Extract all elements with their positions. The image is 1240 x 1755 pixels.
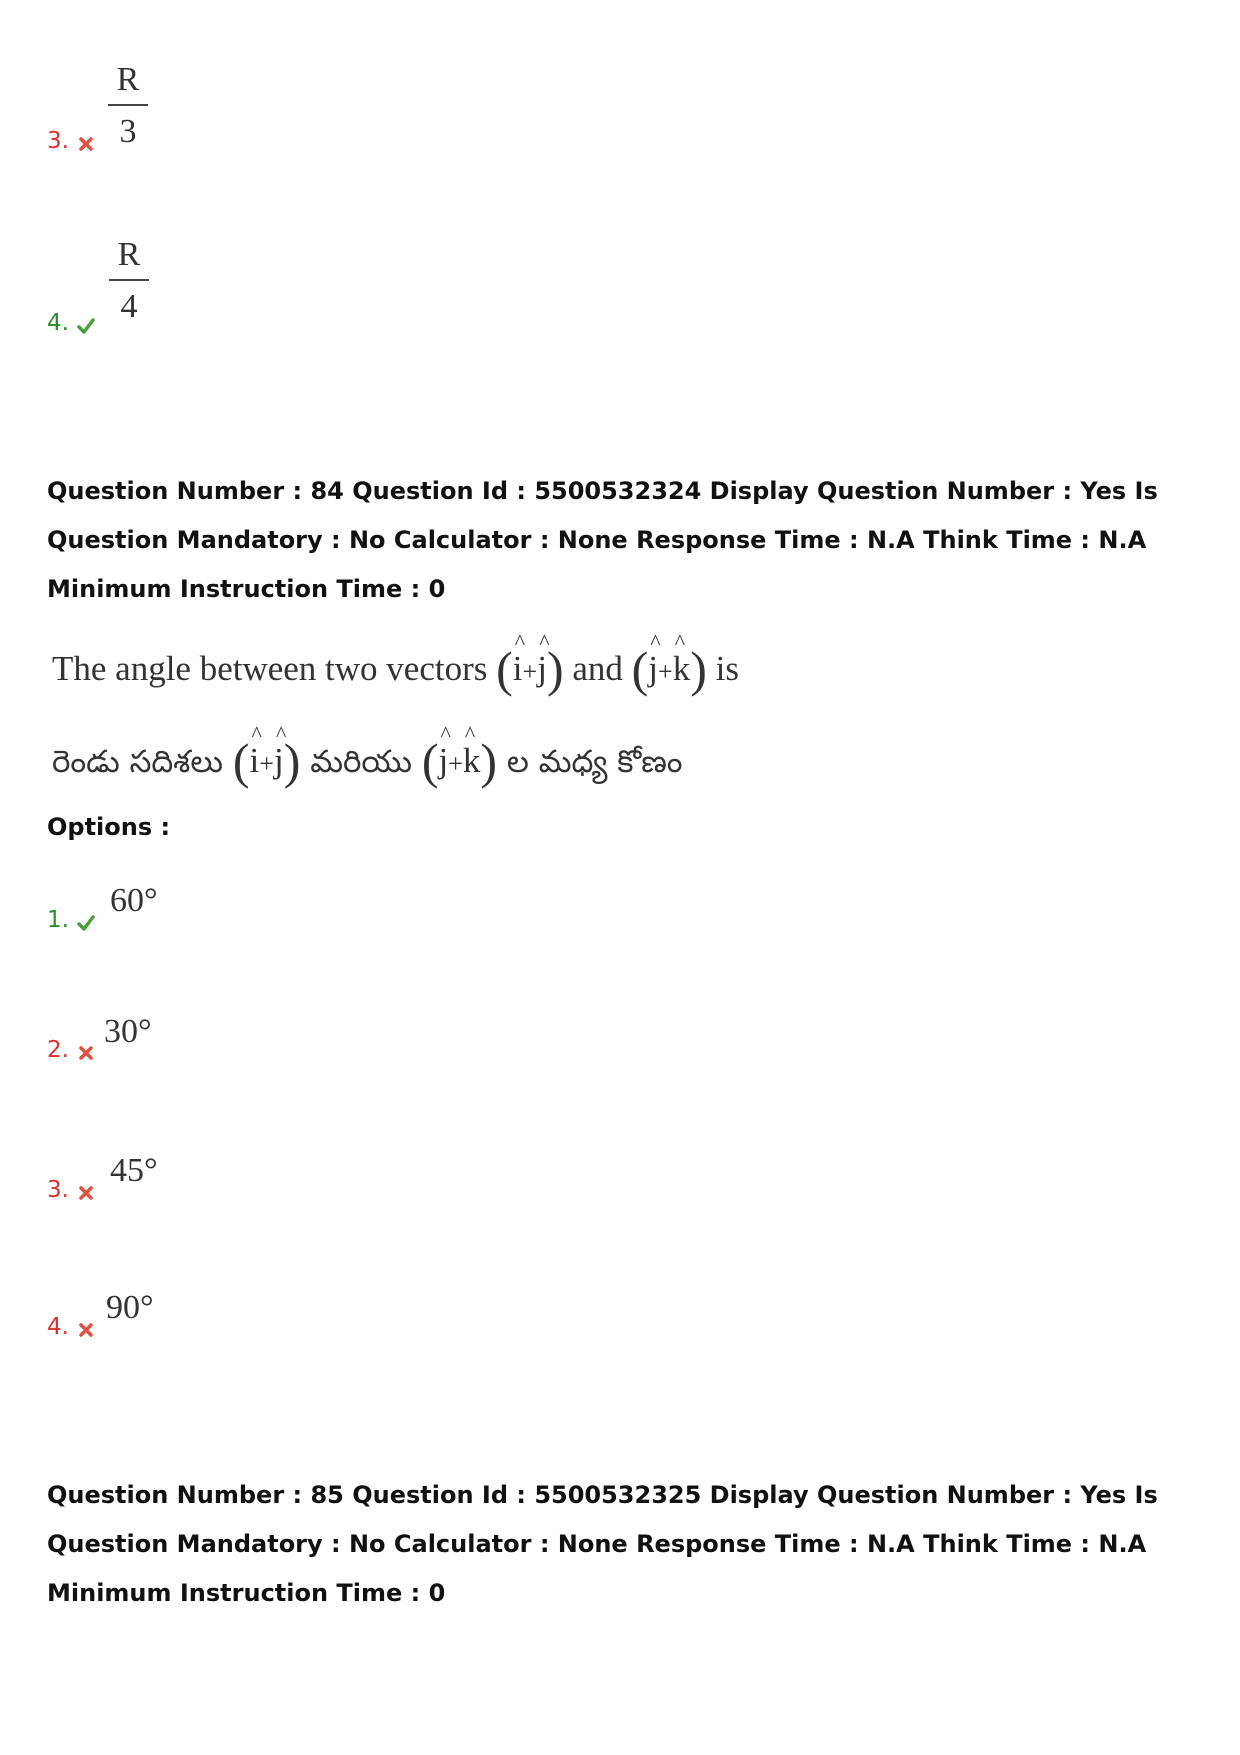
denominator: 4	[120, 288, 138, 325]
unit-vector-i: ^ i	[250, 741, 260, 781]
paren-open: (	[631, 641, 649, 697]
option-1	[47, 907, 95, 933]
option-3-value: 45°	[110, 1152, 158, 1189]
unit-vector-j: ^ j	[274, 741, 284, 781]
paren-open: (	[421, 733, 439, 789]
plus-sign: +	[259, 749, 274, 778]
paren-open: (	[496, 641, 513, 697]
plus-sign: +	[448, 749, 463, 778]
option-number: 3.	[47, 1177, 69, 1203]
question-stem-english	[52, 640, 739, 698]
option-1-value: 60°	[110, 882, 158, 919]
unit-vector-k: ^ k	[463, 741, 481, 781]
unit-vector-j: ^ j	[648, 649, 658, 689]
cross-icon	[77, 1321, 95, 1339]
cross-icon	[77, 1184, 95, 1202]
stem-text-telugu: రెండు సదిశలు	[52, 744, 224, 780]
plus-sign: +	[522, 657, 538, 686]
unit-vector-j: ^ j	[439, 741, 449, 781]
check-icon	[77, 317, 95, 335]
option-number: 4.	[47, 310, 69, 336]
paren-close: )	[480, 733, 498, 789]
numerator: R	[117, 236, 141, 273]
option-2-value: 30°	[104, 1013, 152, 1050]
fraction-bar	[108, 104, 148, 106]
option-number: 1.	[47, 907, 69, 933]
question-84-header: Question Number : 84 Question Id : 5500532324 Display Question Number : Yes Is Question Mandatory : No Calculator : None Response Time : N.A Think Time : N.A Minimum Instruction Time : 0	[47, 477, 1158, 603]
is-text: is	[715, 649, 739, 688]
paren-open: (	[232, 733, 250, 789]
unit-vector-j: ^ j	[537, 649, 547, 689]
option-number: 2.	[47, 1037, 69, 1063]
paren-close: )	[283, 733, 301, 789]
options-label: Options :	[47, 813, 171, 841]
option-4	[47, 1314, 95, 1340]
question-stem-telugu	[52, 732, 683, 790]
paren-close: )	[546, 641, 564, 697]
option-number: 4.	[47, 1314, 69, 1340]
stem-text: The angle between two vectors	[52, 649, 488, 688]
question-85-header: Question Number : 85 Question Id : 5500532325 Display Question Number : Yes Is Question Mandatory : No Calculator : None Response Time : N.A Think Time : N.A Minimum Instruction Time : 0	[47, 1481, 1158, 1607]
paren-close: )	[690, 641, 707, 697]
option-2	[47, 1037, 95, 1063]
fraction-r-over-4	[109, 233, 149, 329]
stem-suffix-telugu: ల మధ్య కోణం	[506, 744, 683, 780]
unit-vector-k: ^ k	[673, 649, 691, 689]
prev-option-4	[47, 310, 95, 336]
numerator: R	[116, 61, 140, 98]
prev-option-3	[47, 128, 95, 154]
cross-icon	[77, 1044, 95, 1062]
option-3	[47, 1177, 95, 1203]
unit-vector-i: ^ i	[513, 649, 523, 689]
check-icon	[77, 914, 95, 932]
option-number: 3.	[47, 128, 69, 154]
fraction-r-over-3	[108, 58, 148, 154]
cross-icon	[77, 135, 95, 153]
fraction-bar	[109, 279, 149, 281]
plus-sign: +	[658, 657, 673, 686]
and-text-telugu: మరియు	[310, 744, 412, 780]
option-4-value: 90°	[106, 1289, 154, 1326]
denominator: 3	[119, 113, 137, 150]
and-text: and	[572, 649, 623, 688]
